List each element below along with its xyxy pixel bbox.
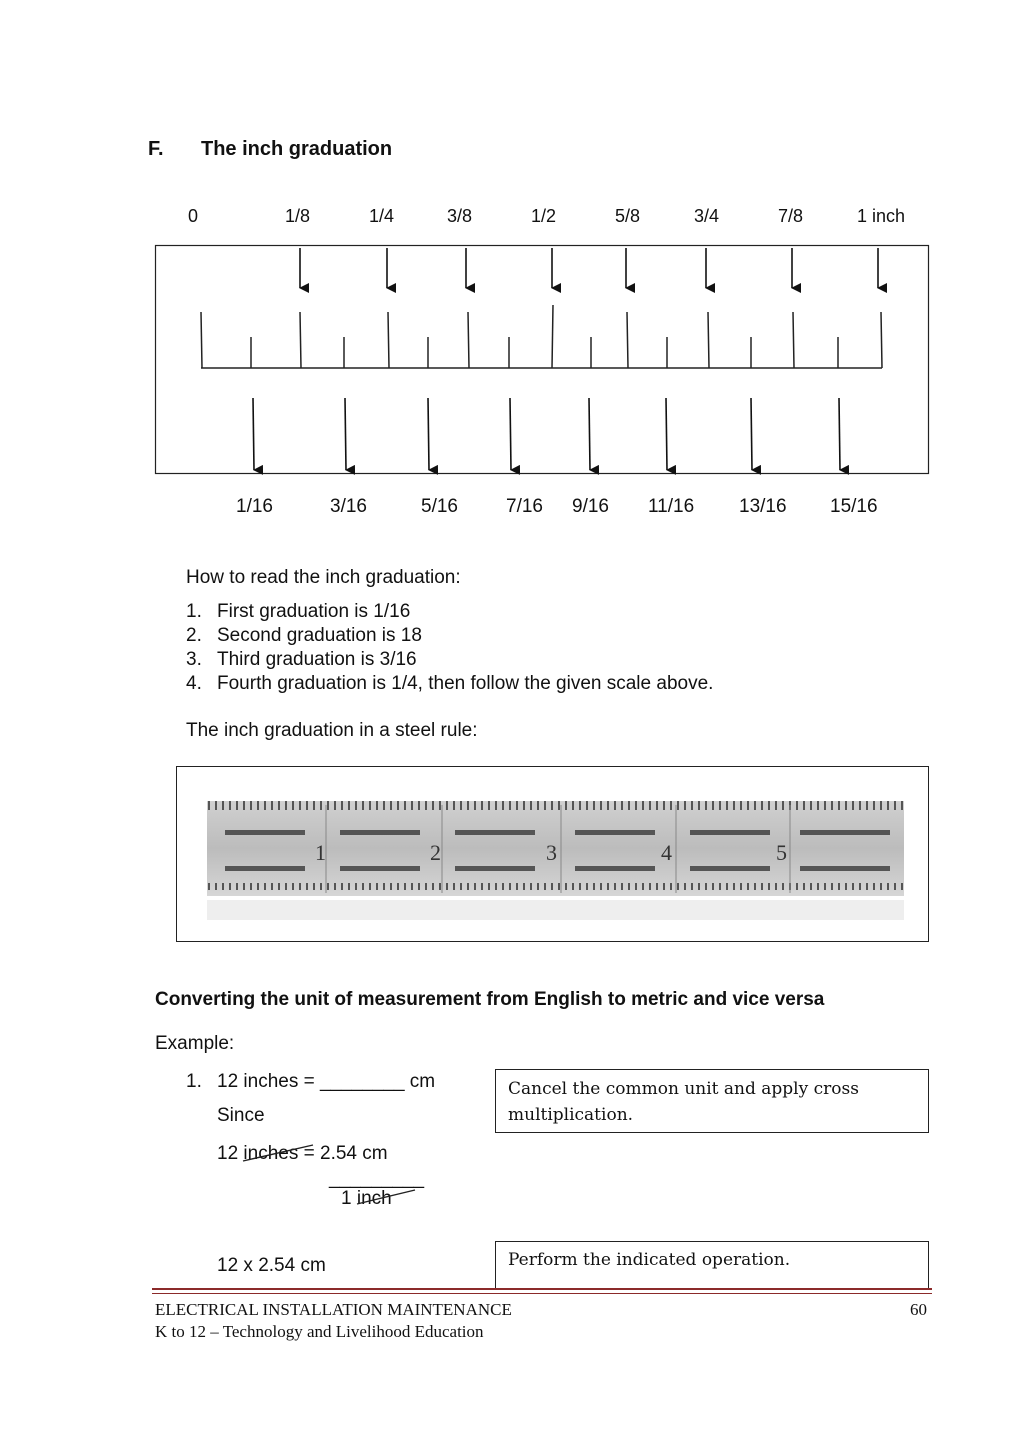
bottom-label: 5/16 — [421, 496, 458, 517]
top-label: 0 — [188, 206, 199, 226]
list-number: 1. — [186, 1071, 202, 1092]
struck-unit — [357, 1188, 392, 1210]
top-label: 1/8 — [285, 206, 311, 226]
text: inches — [243, 1143, 299, 1164]
section-letter: F. — [148, 138, 164, 160]
strike-mark-icon — [243, 1143, 315, 1167]
top-label: 1/2 — [531, 206, 557, 226]
text: 1 — [341, 1188, 357, 1209]
top-label: 7/8 — [778, 206, 804, 226]
top-label: 1/4 — [369, 206, 395, 226]
conversion-question: 12 inches = ________ cm — [217, 1071, 436, 1092]
top-label: 5/8 — [615, 206, 641, 226]
example-label: Example: — [155, 1033, 235, 1054]
struck-unit — [243, 1143, 298, 1165]
note-box-cancel: Cancel the common unit and apply cross multiplication. — [495, 1069, 929, 1133]
rule-number: 1 — [315, 840, 326, 865]
strike-mark-icon — [357, 1188, 417, 1212]
fraction-rule: _________ — [329, 1168, 425, 1189]
section-title: The inch graduation — [201, 138, 393, 160]
bottom-label: 9/16 — [572, 496, 609, 517]
top-label: 3/8 — [447, 206, 473, 226]
rule-number: 2 — [430, 840, 441, 865]
bottom-label: 15/16 — [830, 496, 878, 517]
conversion-line-3 — [341, 1188, 392, 1210]
list-number: 1. — [186, 601, 202, 622]
footer-rule — [152, 1288, 932, 1290]
text: 12 — [217, 1143, 244, 1164]
bottom-label: 13/16 — [739, 496, 787, 517]
footer-subtitle: K to 12 – Technology and Livelihood Education — [155, 1322, 484, 1341]
list-item: Second graduation is 18 — [217, 625, 422, 646]
rule-number: 4 — [661, 840, 672, 865]
how-to-heading: How to read the inch graduation: — [186, 567, 461, 588]
list-item: Third graduation is 3/16 — [217, 649, 417, 670]
conversion-line-2 — [217, 1143, 388, 1165]
list-item: First graduation is 1/16 — [217, 601, 411, 622]
list-number: 3. — [186, 649, 202, 670]
text: = 2.54 cm — [298, 1143, 388, 1164]
list-number: 4. — [186, 673, 202, 694]
list-item: Fourth graduation is 1/4, then follow the given scale above. — [217, 673, 714, 694]
page-number: 60 — [910, 1300, 927, 1319]
text: inch — [356, 1188, 392, 1209]
list-number: 2. — [186, 625, 202, 646]
top-label: 3/4 — [694, 206, 720, 226]
bottom-label: 11/16 — [648, 496, 695, 517]
top-label: 1 inch — [857, 206, 906, 226]
bottom-label: 7/16 — [506, 496, 543, 517]
since-label: Since — [217, 1105, 265, 1126]
footer-title: ELECTRICAL INSTALLATION MAINTENANCE — [155, 1300, 512, 1319]
rule-number: 3 — [546, 840, 557, 865]
bottom-label: 1/16 — [236, 496, 273, 517]
converting-heading: Converting the unit of measurement from English to metric and vice versa — [155, 989, 825, 1010]
note-box-perform: Perform the indicated operation. — [495, 1241, 929, 1289]
footer-rule — [152, 1293, 932, 1294]
steel-rule-caption: The inch graduation in a steel rule: — [186, 720, 478, 741]
bottom-label: 3/16 — [330, 496, 367, 517]
rule-number: 5 — [776, 840, 787, 865]
conversion-line-4: 12 x 2.54 cm — [217, 1255, 326, 1276]
